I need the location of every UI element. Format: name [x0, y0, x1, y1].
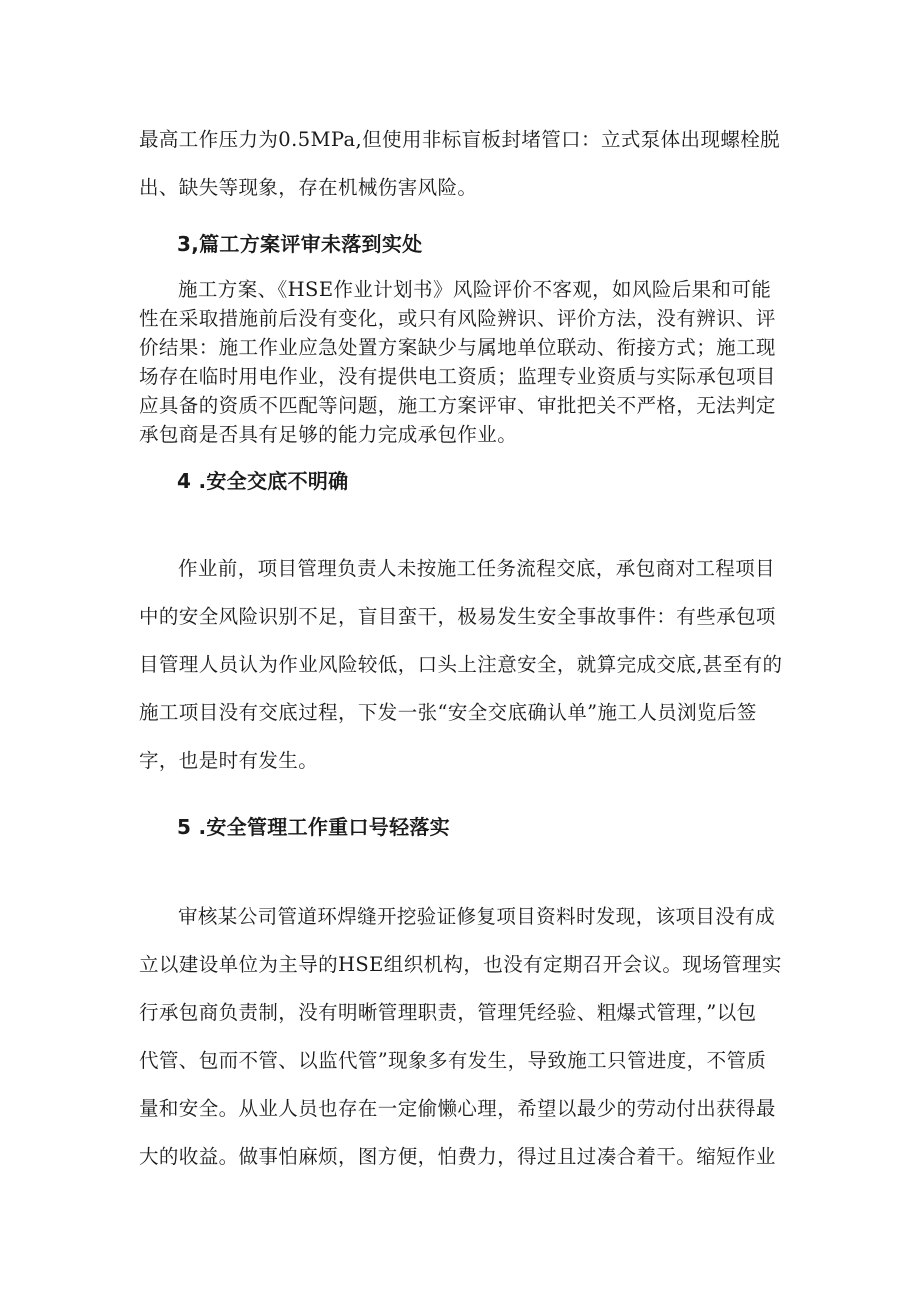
paragraph-safety-briefing [139, 545, 789, 785]
paragraph-line: 承包商是否具有足够的能力完成承包作业。 [139, 423, 518, 446]
paragraph-line: 大的收益。做事怕麻烦，图方便，怕费力，得过且过凑合着干。缩短作业 [139, 1145, 776, 1168]
paragraph-line: 行承包商负责制，没有明晰管理职责，管理凭经验、粗爆式管理，”以包 [139, 1001, 757, 1024]
paragraph-line: 审核某公司管道环焊缝开挖验证修复项目资料时发现，该项目没有成 [178, 905, 776, 928]
section-heading-4: 4 .安全交底不明确 [177, 469, 349, 493]
paragraph-line: 场存在临时用电作业，没有提供电工资质；监理专业资质与实际承包项目 [139, 365, 776, 388]
section-heading-5: 5 .安全管理工作重口号轻落实 [177, 815, 450, 839]
paragraph-line: 价结果：施工作业应急处置方案缺少与属地单位联动、衔接方式；施工现 [139, 336, 776, 359]
paragraph-line: 目管理人员认为作业风险较低，口头上注意安全，就算完成交底,甚至有的 [139, 653, 783, 676]
paragraph-line: 字，也是时有发生。 [139, 749, 319, 772]
paragraph-line: 代管、包而不管、以监代管”现象多有发生，导致施工只管进度，不管质 [139, 1049, 767, 1072]
paragraph-line: 量和安全。从业人员也存在一定偷懒心理，希望以最少的劳动付出获得最 [139, 1097, 776, 1120]
paragraph-line: 出、缺失等现象，存在机械伤害风险。 [139, 176, 478, 199]
paragraph-line: 作业前，项目管理负责人未按施工任务流程交底，承包商对工程项目 [178, 557, 776, 580]
paragraph-line: 中的安全风险识别不足，盲目蛮干，极易发生安全事故事件：有些承包项 [139, 605, 776, 628]
paragraph-line: 施工项目没有交底过程，下发一张“安全交底确认单”施工人员浏览后签 [139, 701, 757, 724]
paragraph-safety-management [139, 893, 789, 1181]
section-heading-3: 3,篇工方案评审未落到实处 [177, 232, 423, 256]
paragraph-line: 施工方案、《HSE作业计划书》风险评价不客观，如风险后果和可能 [178, 278, 772, 301]
paragraph-line: 应具备的资质不匹配等问题，施工方案评审、审批把关不严格，无法判定 [139, 394, 776, 417]
paragraph-pressure-risk [139, 116, 789, 212]
paragraph-construction-plan [139, 275, 789, 449]
paragraph-line: 最高工作压力为0.5MPa,但使用非标盲板封堵管口：立式泵体出现螺栓脱 [139, 128, 781, 151]
paragraph-line: 立以建设单位为主导的HSE组织机构，也没有定期召开会议。现场管理实 [139, 953, 782, 976]
paragraph-line: 性在采取措施前后没有变化，或只有风险辨识、评价方法，没有辨识、评 [139, 307, 776, 330]
